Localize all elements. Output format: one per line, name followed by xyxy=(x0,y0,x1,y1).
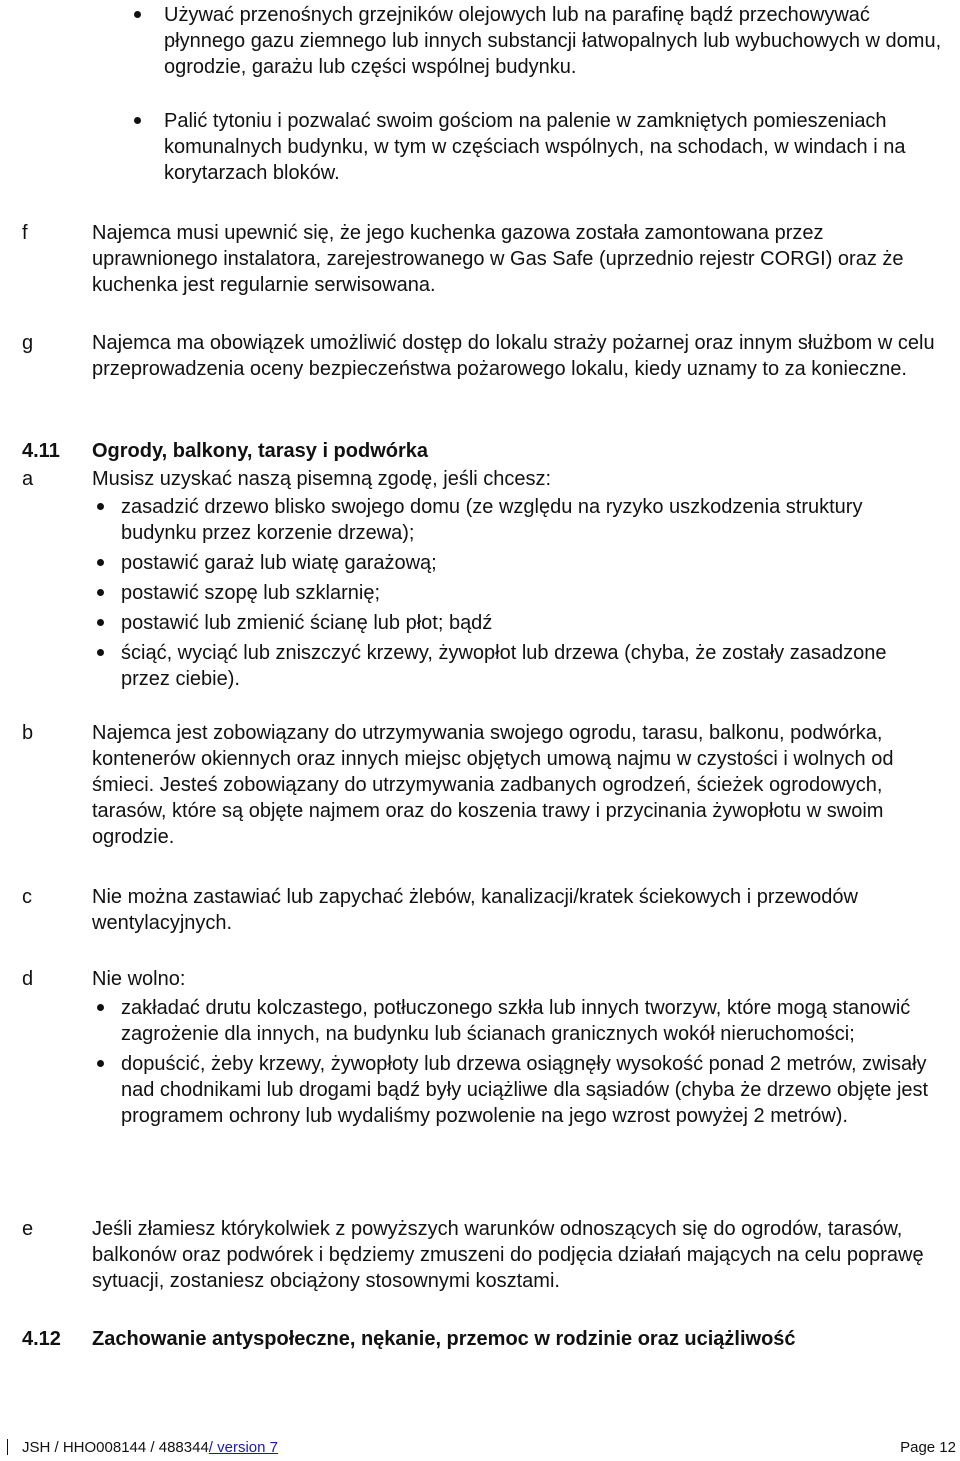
list-item-text: Używać przenośnych grzejników olejowych lub na parafinę bądź przechowywać płynnego gazu ziemnego lub innych substancji łatwopalnych lub wybuchowych w domu, ogrodzie, garażu lub części wspólnej budynku. xyxy=(164,4,942,78)
list-item-text: ściąć, wyciąć lub zniszczyć krzewy, żywopłot lub drzewa (chyba, że zostały zasadzone przez ciebie). xyxy=(121,642,887,690)
list-item xyxy=(121,1051,939,1129)
paragraph-e: Jeśli złamiesz którykolwiek z powyższych warunków odnoszących się do ogrodów, tarasów, balkonów oraz podwórek i będziemy zmuszeni do podjęcia działań mających na celu poprawę sytuacji, zostaniesz obciążony stosownymi kosztami. xyxy=(92,1218,924,1292)
list-item xyxy=(121,610,921,636)
bullet-icon xyxy=(97,619,104,626)
paragraph-g: Najemca ma obowiązek umożliwić dostęp do lokalu straży pożarnej oraz innym służbom w celu przeprowadzenia oceny bezpieczeństwa pożarowego lokalu, kiedy uznamy to za konieczne. xyxy=(92,332,935,380)
footer-reference xyxy=(22,1438,278,1458)
bullet-icon xyxy=(97,589,104,596)
list-item-text: zasadzić drzewo blisko swojego domu (ze względu na ryzyko uszkodzenia struktury budynku przez korzenie drzewa); xyxy=(121,496,863,544)
bullet-icon xyxy=(134,117,141,124)
list-item xyxy=(121,494,921,546)
paragraph-b: Najemca jest zobowiązany do utrzymywania swojego ogrodu, tarasu, balkonu, podwórka, kontenerów okiennych oraz innych miejsc objętych umową najmu w czystości i wolnych od śmieci. Jesteś zobowiązany do utrzymywania zadbanych ogrodzeń, ścieżek ogrodowych, tarasów, które są objęte najmem oraz do koszenia trawy i przycinania żywopłotu w swoim ogrodzie. xyxy=(92,722,894,848)
paragraph-a-bullet-list xyxy=(121,494,921,692)
list-item xyxy=(121,640,921,692)
list-item-text: zakładać drutu kolczastego, potłuczonego szkła lub innych tworzyw, które mogą stanowić zagrożenie dla innych, na budynku lub ścianach granicznych wokół nieruchomości; xyxy=(121,997,911,1045)
list-item-text: dopuścić, żeby krzewy, żywopłoty lub drzewa osiągnęły wysokość ponad 2 metrów, zwisały nad chodnikami lub drogami bądź były uciążliwe dla sąsiadów (chyba że drzewo objęte jest programem ochrony lub wydaliśmy pozwolenie na jego wzrost powyżej 2 metrów). xyxy=(121,1053,929,1127)
section-number-4-12: 4.12 xyxy=(22,1328,61,1350)
list-item xyxy=(121,995,939,1047)
paragraph-marker-e: e xyxy=(22,1218,34,1240)
footer-version-link[interactable]: / version 7 xyxy=(208,1439,278,1456)
list-item xyxy=(121,550,921,576)
list-item-text: postawić szopę lub szklarnię; xyxy=(121,582,381,604)
paragraph-c: Nie można zastawiać lub zapychać żlebów, kanalizacji/kratek ściekowych i przewodów wentylacyjnych. xyxy=(92,886,858,934)
list-item xyxy=(164,108,956,186)
footer-divider xyxy=(7,1439,8,1455)
paragraph-marker-c: c xyxy=(22,886,32,908)
section-title-4-12: Zachowanie antyspołeczne, nękanie, przemoc w rodzinie oraz uciążliwość xyxy=(92,1328,796,1350)
paragraph-a-intro: Musisz uzyskać naszą pisemną zgodę, jeśli chcesz: xyxy=(92,468,552,490)
bullet-icon xyxy=(97,559,104,566)
page-footer xyxy=(0,1428,960,1461)
bullet-icon xyxy=(97,1060,104,1067)
paragraph-marker-a: a xyxy=(22,468,34,490)
paragraph-f: Najemca musi upewnić się, że jego kuchenka gazowa została zamontowana przez uprawnionego instalatora, zarejestrowanego w Gas Safe (uprzednio rejestr CORGI) oraz że kuchenka jest regularnie serwisowana. xyxy=(92,222,904,296)
section-number-4-11: 4.11 xyxy=(22,440,60,462)
bullet-icon xyxy=(97,503,104,510)
paragraph-marker-f: f xyxy=(22,222,28,244)
list-item-text: postawić lub zmienić ścianę lub płot; bądź xyxy=(121,612,493,634)
paragraph-d-intro: Nie wolno: xyxy=(92,968,186,990)
paragraph-marker-g: g xyxy=(22,332,34,354)
paragraph-d-bullet-list xyxy=(121,995,939,1129)
footer-page-number: Page 12 xyxy=(900,1439,956,1456)
section-title-4-11: Ogrody, balkony, tarasy i podwórka xyxy=(92,440,429,462)
bullet-icon xyxy=(97,1004,104,1011)
list-item-text: Palić tytoniu i pozwalać swoim gościom na palenie w zamkniętych pomieszeniach komunalnych budynku, w tym w częściach wspólnych, na schodach, w windach i na korytarzach bloków. xyxy=(164,110,906,184)
bullet-icon xyxy=(134,11,141,18)
footer-ref-text: JSH / HHO008144 / 488344 xyxy=(22,1439,209,1456)
paragraph-marker-d: d xyxy=(22,968,34,990)
list-item xyxy=(121,580,921,606)
bullet-icon xyxy=(97,649,104,656)
paragraph-marker-b: b xyxy=(22,722,34,744)
list-item-text: postawić garaż lub wiatę garażową; xyxy=(121,552,437,574)
top-bullet-list xyxy=(164,2,956,186)
list-item xyxy=(164,2,956,80)
